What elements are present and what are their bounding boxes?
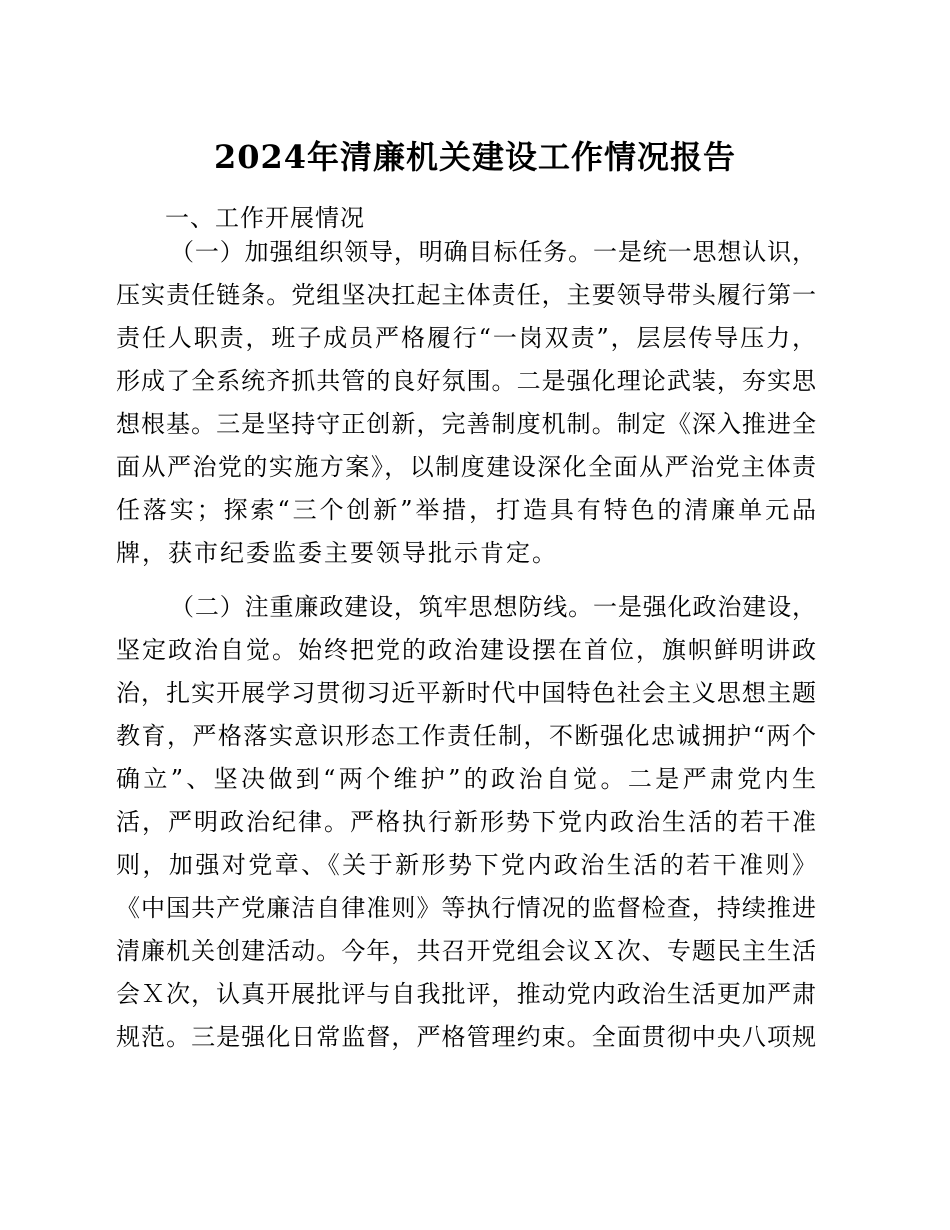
paragraph-line: 想根基。三是坚持守正创新，完善制度机制。制定《深入推进全 — [116, 410, 816, 438]
paragraph-line: （一）加强组织领导，明确目标任务。一是统一思想认识， — [170, 238, 816, 266]
paragraph-line: 规范。三是强化日常监督，严格管理约束。全面贯彻中央八项规 — [116, 1023, 816, 1051]
paragraph-line: 活，严明政治纪律。严格执行新形势下党内政治生活的若干准 — [116, 808, 816, 836]
paragraph-line: 确立”、坚决做到“两个维护”的政治自觉。二是严肃党内生 — [116, 765, 816, 793]
paragraph-line: 责任人职责，班子成员严格履行“一岗双责”，层层传导压力， — [116, 324, 816, 352]
paragraph-line: 坚定政治自觉。始终把党的政治建设摆在首位，旗帜鲜明讲政 — [116, 636, 816, 664]
paragraph-line: 压实责任链条。党组坚决扛起主体责任，主要领导带头履行第一 — [116, 281, 816, 309]
section-heading: 一、工作开展情况 — [165, 204, 365, 232]
paragraph-line: 《中国共产党廉洁自律准则》等执行情况的监督检查，持续推进 — [116, 894, 816, 922]
paragraph-line: 任落实；探索“三个创新”举措，打造具有特色的清廉单元品 — [116, 496, 816, 524]
paragraph-line: 则，加强对党章、《关于新形势下党内政治生活的若干准则》 — [116, 851, 816, 879]
paragraph-line: 治，扎实开展学习贯彻习近平新时代中国特色社会主义思想主题 — [116, 679, 816, 707]
paragraph-line: 面从严治党的实施方案》，以制度建设深化全面从严治党主体责 — [116, 453, 816, 481]
paragraph-line: （二）注重廉政建设，筑牢思想防线。一是强化政治建设， — [170, 593, 816, 621]
paragraph-line: 清廉机关创建活动。今年，共召开党组会议Ｘ次、专题民主生活 — [116, 937, 816, 965]
paragraph-line: 牌，获市纪委监委主要领导批示肯定。 — [116, 539, 558, 567]
paragraph-line: 形成了全系统齐抓共管的良好氛围。二是强化理论武装，夯实思 — [116, 367, 816, 395]
document-title: 2024年清廉机关建设工作情况报告 — [213, 138, 737, 176]
paragraph-line: 会Ｘ次，认真开展批评与自我批评，推动党内政治生活更加严肃 — [116, 980, 816, 1008]
paragraph-line: 教育，严格落实意识形态工作责任制，不断强化忠诚拥护“两个 — [116, 722, 816, 750]
